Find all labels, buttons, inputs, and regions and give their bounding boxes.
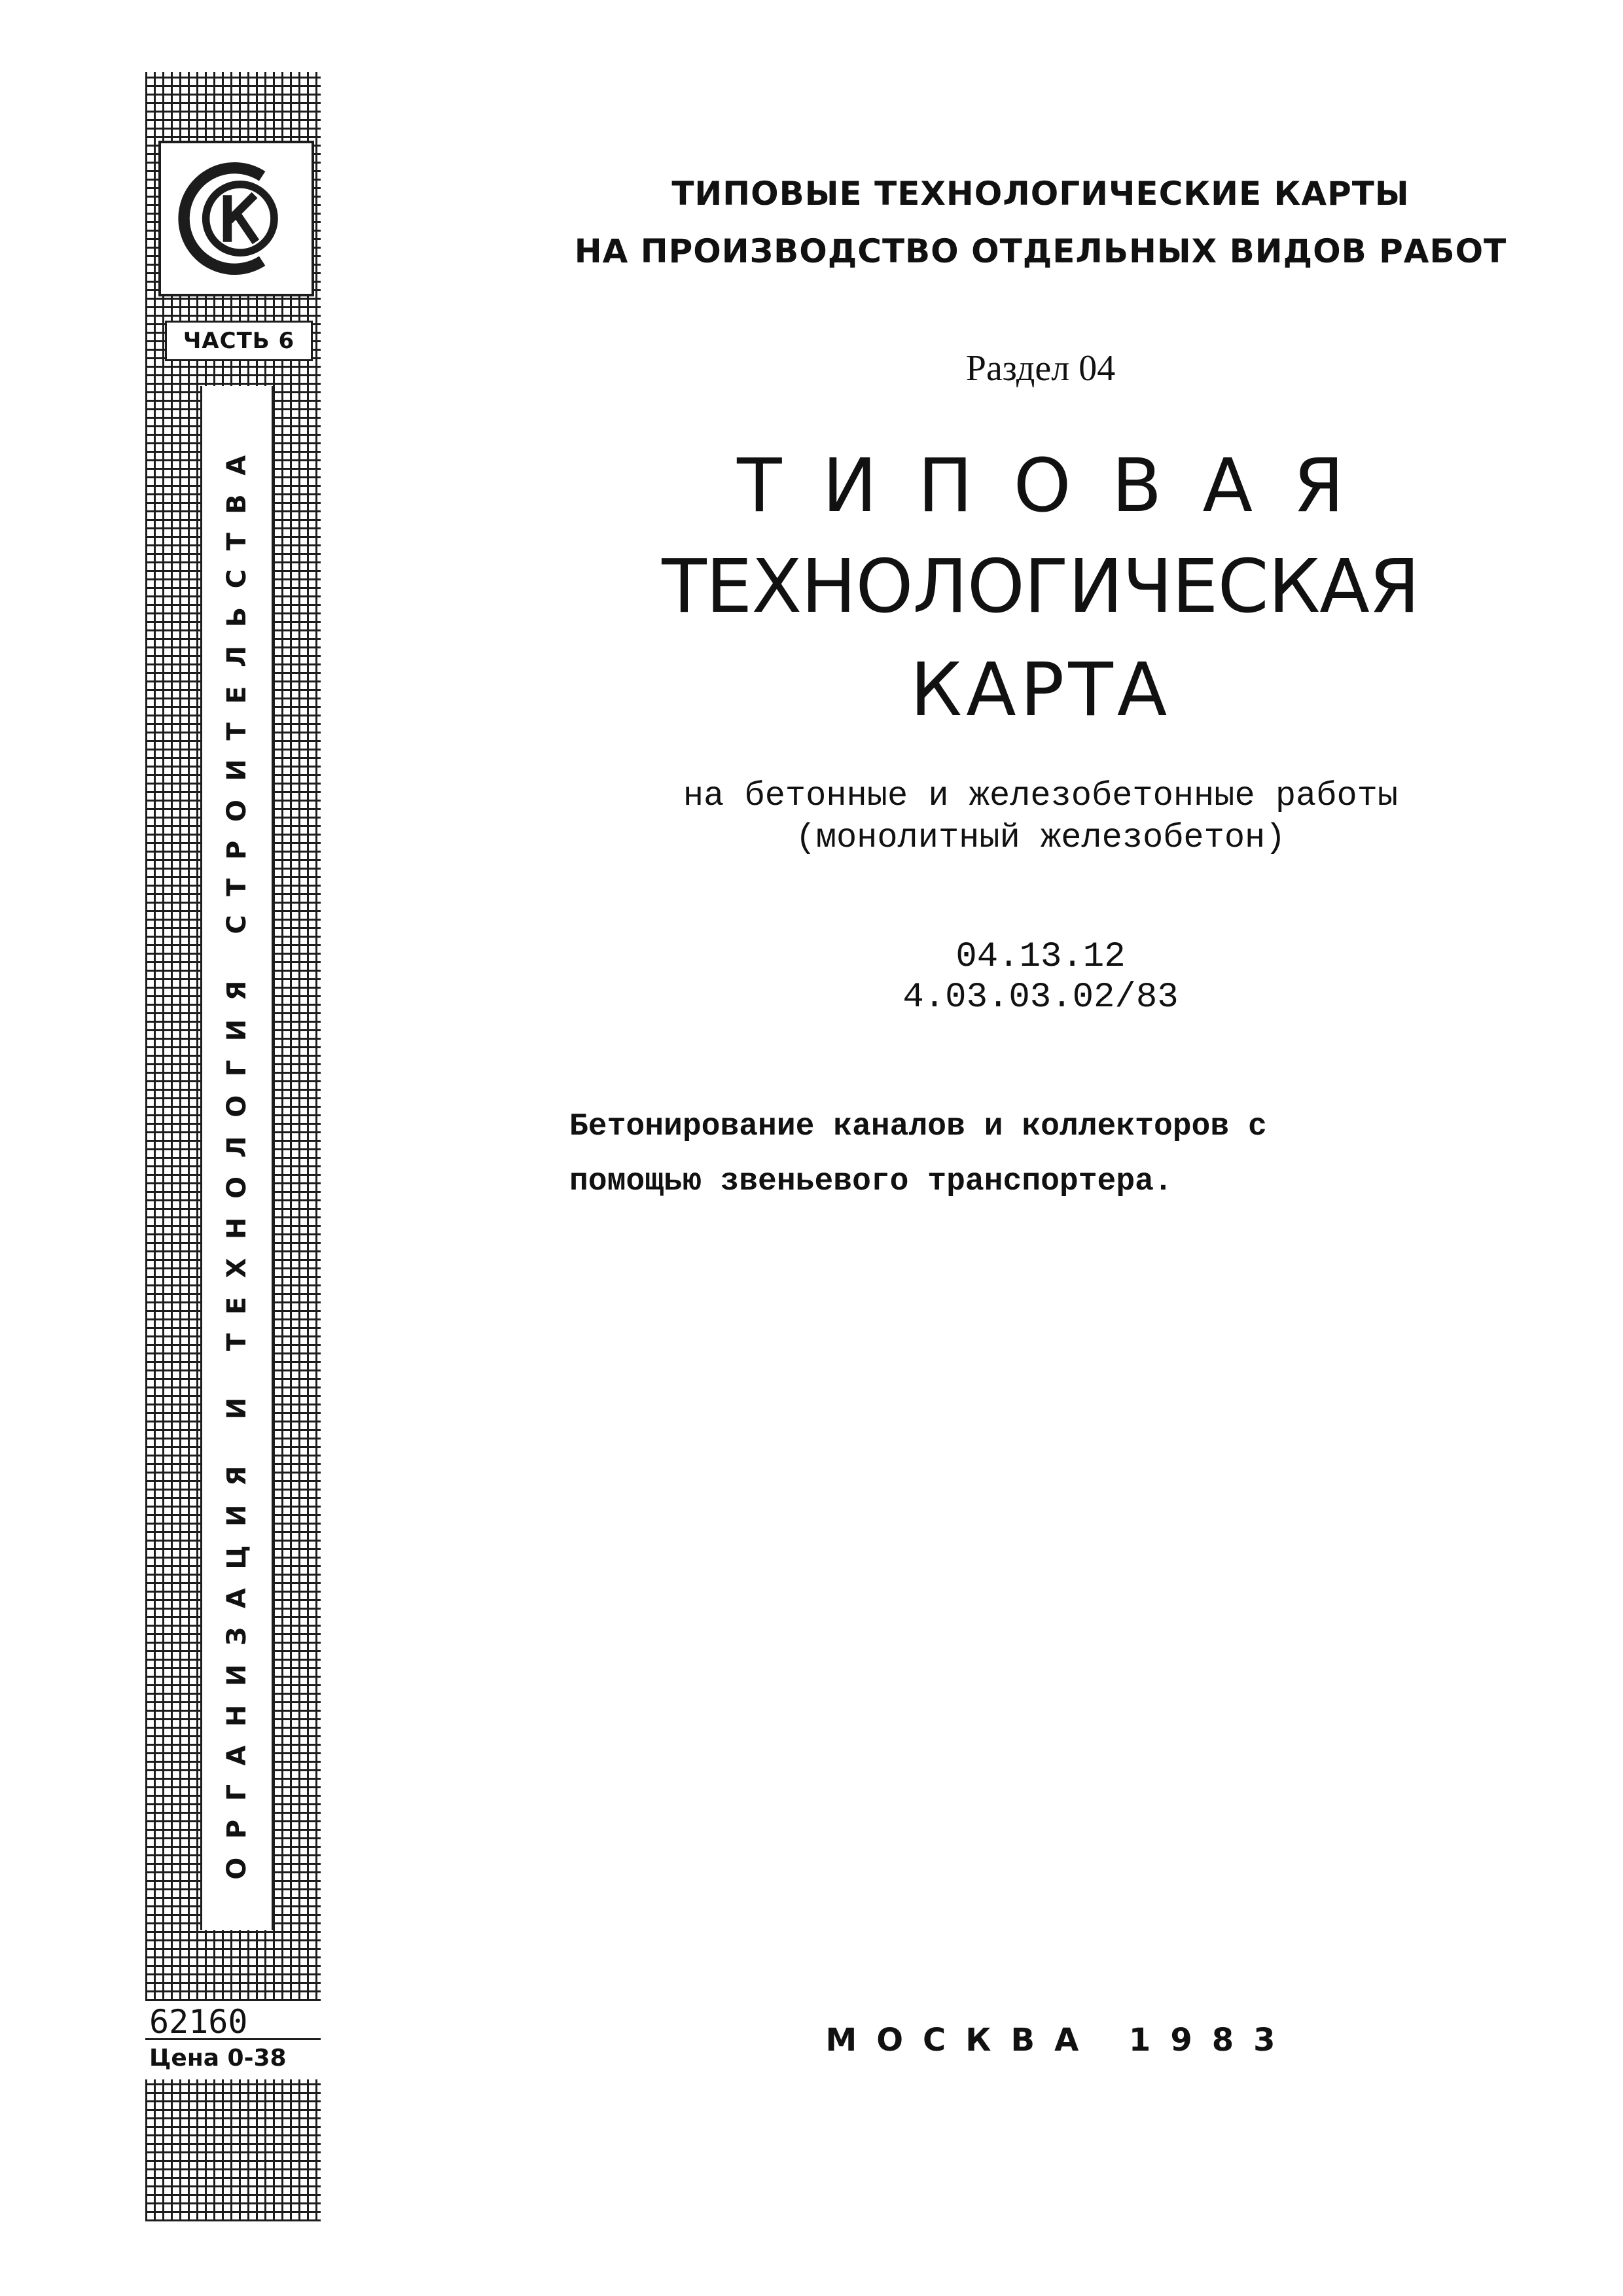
spine-vertical-title: ОРГАНИЗАЦИЯ И ТЕХНОЛОГИЯ СТРОИТЕЛЬСТВА bbox=[222, 436, 252, 1880]
description-line1: Бетонирование каналов и коллекторов с bbox=[569, 1109, 1267, 1144]
subtitle-line2: (монолитный железобетон) bbox=[795, 819, 1286, 857]
logo-icon bbox=[161, 143, 312, 294]
document-code-2: 4.03.03.02/83 bbox=[902, 978, 1179, 1017]
description bbox=[569, 1099, 1267, 1209]
imprint: МОСКВА 1983 bbox=[825, 2022, 1295, 2058]
series-title bbox=[524, 165, 1558, 280]
part-label: ЧАСТЬ 6 bbox=[165, 321, 313, 361]
description-line2: помощью звеньевого транспортера. bbox=[569, 1164, 1173, 1199]
catalog-number: 62160 bbox=[145, 2004, 321, 2040]
main-title-line2: ТЕХНОЛОГИЧЕСКАЯ bbox=[662, 544, 1419, 629]
main-title bbox=[524, 437, 1558, 742]
document-codes bbox=[524, 937, 1558, 1018]
series-title-line1: ТИПОВЫЕ ТЕХНОЛОГИЧЕСКИЕ КАРТЫ bbox=[671, 175, 1410, 213]
section-label: Раздел 04 bbox=[965, 348, 1116, 389]
subtitle-line1: на бетонные и железобетонные работы bbox=[683, 777, 1399, 815]
price-label: Цена 0-38 bbox=[149, 2045, 287, 2072]
spine-title-strip bbox=[200, 386, 274, 1930]
spine-grid-pattern-lower bbox=[145, 2079, 321, 2221]
main-title-line3: КАРТА bbox=[910, 648, 1171, 733]
ck-monogram-logo bbox=[158, 141, 314, 296]
subtitle bbox=[524, 775, 1558, 859]
main-title-line1: ТИПОВАЯ bbox=[737, 444, 1385, 529]
series-title-line2: НА ПРОИЗВОДСТВО ОТДЕЛЬНЫХ ВИДОВ РАБОТ bbox=[574, 232, 1507, 270]
document-code-1: 04.13.12 bbox=[955, 937, 1126, 977]
